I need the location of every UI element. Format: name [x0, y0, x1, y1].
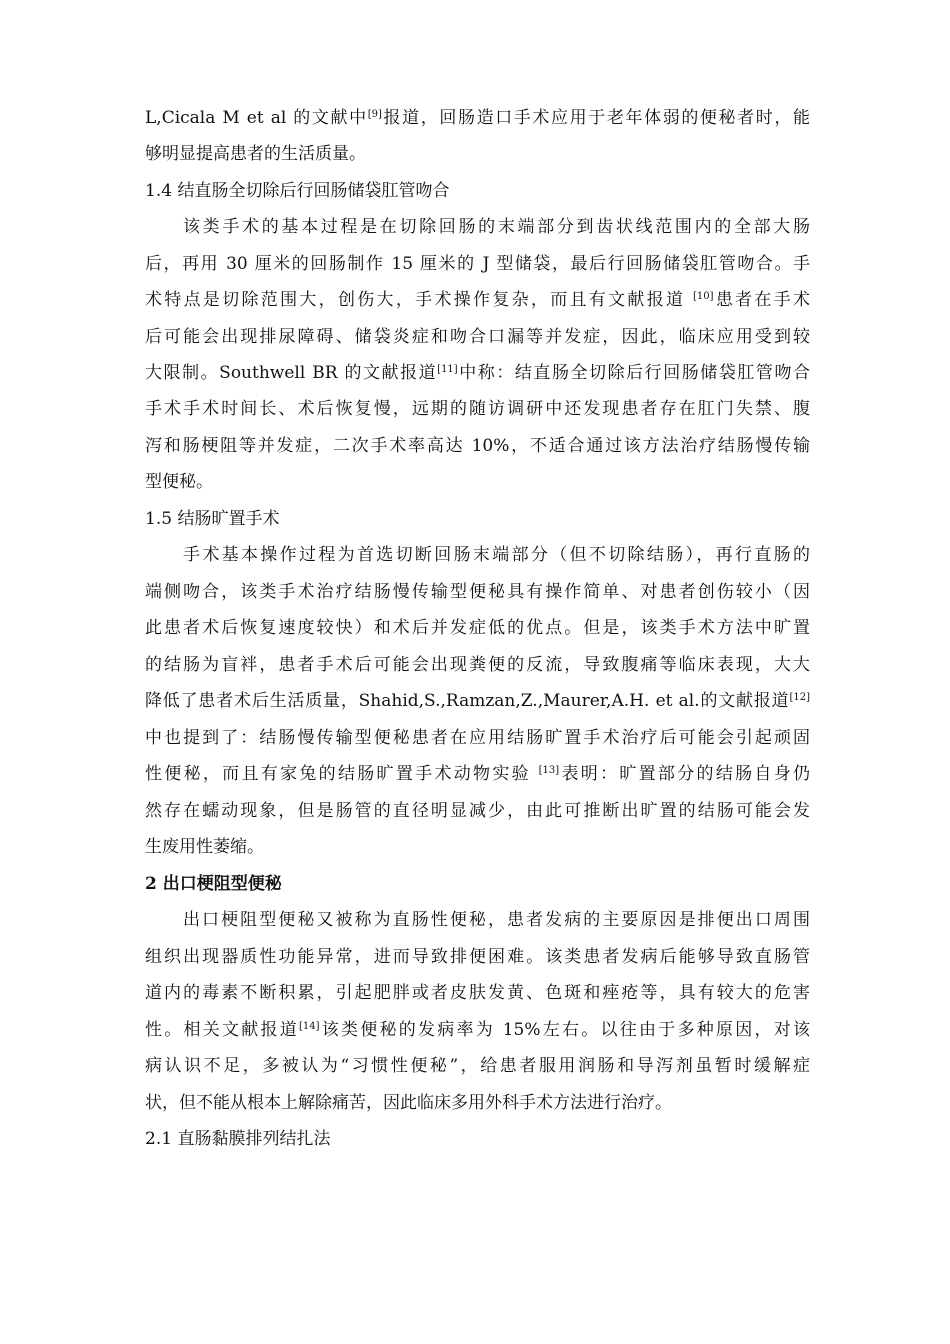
- line-text: 出口梗阻型便秘又被称为直肠性便秘，患者发病的主要原因是排便出口周围: [183, 910, 810, 930]
- line-text: 的结肠为盲袢，患者手术后可能会出现粪便的反流，导致腹痛等临床表现，大大: [145, 655, 810, 675]
- line-text: 表明：旷置部分的结肠自身仍: [559, 764, 810, 784]
- line-text: 术特点是切除范围大，创伤大，手术操作复杂，而且有文献报道: [145, 290, 693, 310]
- text-line: [145, 253, 810, 275]
- line-text: 降低了患者术后生活质量，Shahid,S.,Ramzan,Z.,Maurer,A.H. et al.的文献报道: [145, 691, 790, 711]
- citation-ref: [9]: [367, 109, 382, 120]
- text-line: [145, 289, 810, 311]
- line-text: 生废用性萎缩。: [145, 837, 264, 857]
- text-line: [145, 1092, 810, 1114]
- text-line: [145, 1019, 810, 1041]
- text-line: [145, 326, 810, 348]
- section-heading: [145, 180, 810, 202]
- section-heading: [145, 1128, 810, 1150]
- line-text: 病认识不足，多被认为“习惯性便秘”，给患者服用润肠和导泻剂虽暂时缓解症: [145, 1056, 810, 1076]
- line-text: 该类便秘的发病率为 15%左右。以往由于多种原因，对该: [319, 1020, 810, 1040]
- line-text: 患者在手术: [713, 290, 810, 310]
- line-text: 端侧吻合，该类手术治疗结肠慢传输型便秘具有操作简单、对患者创伤较小（因: [145, 582, 810, 602]
- text-line: [145, 836, 810, 858]
- text-line: [145, 581, 810, 603]
- text-line: [145, 800, 810, 822]
- line-text: 报道，回肠造口手术应用于老年体弱的便秘者时，能: [381, 108, 810, 128]
- line-text: 手术基本操作过程为首选切断回肠末端部分（但不切除结肠），再行直肠的: [183, 545, 810, 565]
- line-text: 中也提到了：结肠慢传输型便秘患者在应用结肠旷置手术治疗后可能会引起顽固: [145, 728, 810, 748]
- text-line: [145, 946, 810, 968]
- text-line: [145, 1055, 810, 1077]
- text-line: [145, 982, 810, 1004]
- citation-ref: [14]: [299, 1021, 320, 1032]
- line-text: 性便秘，而且有家兔的结肠旷置手术动物实验: [145, 764, 539, 784]
- line-text: 然存在蠕动现象，但是肠管的直径明显减少，由此可推断出旷置的结肠可能会发: [145, 801, 810, 821]
- line-text: 后可能会出现排尿障碍、储袋炎症和吻合口漏等并发症，因此，临床应用受到较: [145, 327, 810, 347]
- text-line: [145, 362, 810, 384]
- section-heading: [145, 873, 810, 895]
- text-line: [145, 617, 810, 639]
- text-line: [145, 763, 810, 785]
- line-text: 2.1 直肠黏膜排列结扎法: [145, 1129, 331, 1149]
- text-line: [145, 690, 810, 712]
- line-text: 手术手术时间长、术后恢复慢，远期的随访调研中还发现患者存在肛门失禁、腹: [145, 399, 810, 419]
- line-text: 1.4 结直肠全切除后行回肠储袋肛管吻合: [145, 181, 450, 201]
- line-text: 该类手术的基本过程是在切除回肠的末端部分到齿状线范围内的全部大肠: [183, 217, 810, 237]
- citation-ref: [13]: [538, 765, 560, 776]
- line-text: 状，但不能从根本上解除痛苦，因此临床多用外科手术方法进行治疗。: [145, 1093, 672, 1113]
- line-text: 道内的毒素不断积累，引起肥胖或者皮肤发黄、色斑和痤疮等，具有较大的危害: [145, 983, 810, 1003]
- line-text: L,Cicala M et al 的文献中: [145, 108, 368, 128]
- text-line: [145, 654, 810, 676]
- line-text: 中称：结直肠全切除后行回肠储袋肛管吻合: [457, 363, 810, 383]
- text-line: [183, 909, 810, 931]
- line-text: 泻和肠梗阻等并发症，二次手术率高达 10%，不适合通过该方法治疗结肠慢传输: [145, 436, 810, 456]
- citation-ref: [10]: [693, 291, 714, 302]
- text-line: [145, 143, 810, 165]
- line-text: 型便秘。: [145, 472, 213, 492]
- text-line: [145, 107, 810, 129]
- citation-ref: [11]: [437, 364, 458, 375]
- line-text: 够明显提高患者的生活质量。: [145, 144, 366, 164]
- line-text: 1.5 结肠旷置手术: [145, 509, 280, 529]
- line-text: 性。相关文献报道: [145, 1020, 300, 1040]
- line-text: 2 出口梗阻型便秘: [145, 874, 282, 894]
- text-line: [183, 544, 810, 566]
- text-line: [145, 471, 810, 493]
- text-line: [145, 398, 810, 420]
- text-line: [145, 435, 810, 457]
- citation-ref: [12]: [789, 692, 810, 703]
- text-line: [183, 216, 810, 238]
- line-text: 此患者术后恢复速度较快）和术后并发症低的优点。但是，该类手术方法中旷置: [145, 618, 810, 638]
- line-text: 后，再用 30 厘米的回肠制作 15 厘米的 J 型储袋，最后行回肠储袋肛管吻合。手: [145, 254, 810, 274]
- line-text: 组织出现器质性功能异常，进而导致排便困难。该类患者发病后能够导致直肠管: [145, 947, 810, 967]
- section-heading: [145, 508, 810, 530]
- text-line: [145, 727, 810, 749]
- line-text: 大限制。Southwell BR 的文献报道: [145, 363, 438, 383]
